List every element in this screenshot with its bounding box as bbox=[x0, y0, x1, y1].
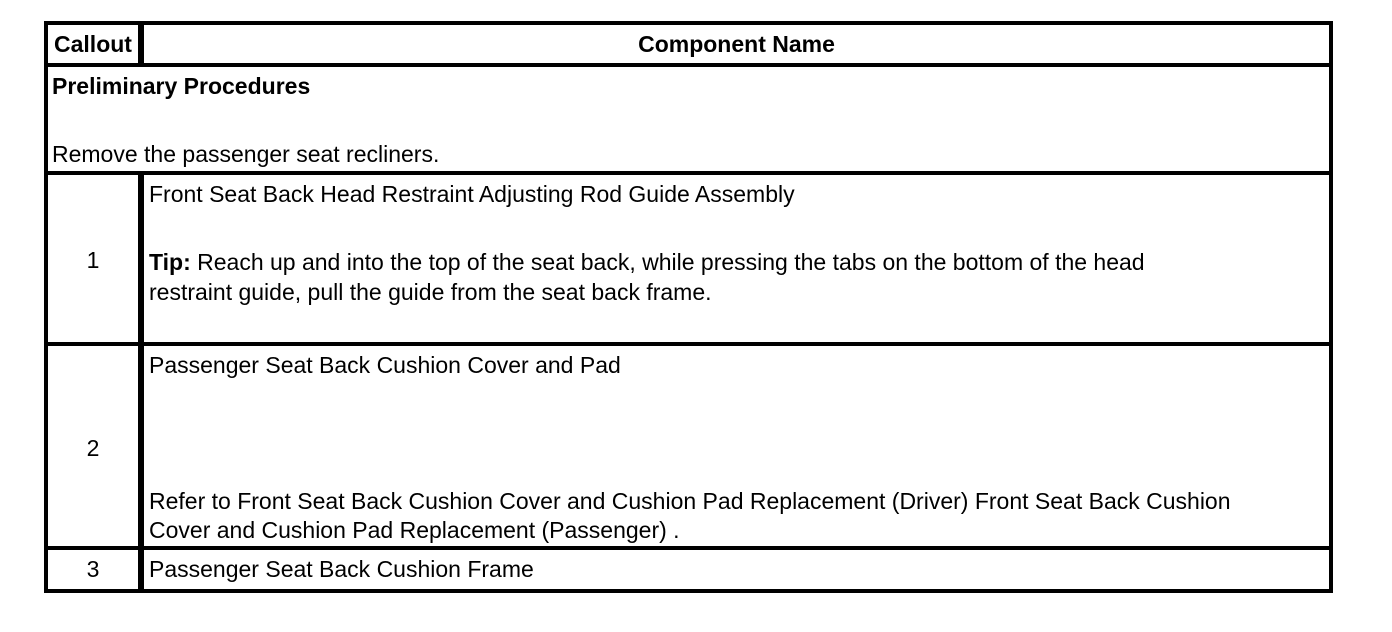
row-1-component-cell bbox=[144, 175, 1329, 342]
row-2-callout: 2 bbox=[86, 435, 100, 461]
preliminary-procedures-cell bbox=[48, 67, 1329, 171]
row-3-component-cell bbox=[144, 550, 1329, 589]
procedure-table bbox=[44, 21, 1333, 593]
row-3-callout: 3 bbox=[86, 556, 100, 582]
row-1-component-name: Front Seat Back Head Restraint Adjusting Rod Guide Assembly bbox=[149, 181, 795, 207]
header-component-name-cell bbox=[144, 25, 1329, 63]
row-2-callout-cell bbox=[48, 346, 138, 546]
row-2-reference-line-1: Refer to Front Seat Back Cushion Cover and Cushion Pad Replacement (Driver) Front Seat Back Cushion bbox=[149, 488, 1231, 514]
row-1-tip-line-1 bbox=[149, 248, 1145, 277]
header-callout-label: Callout bbox=[54, 31, 132, 57]
row-2-component-name: Passenger Seat Back Cushion Cover and Pad bbox=[149, 352, 621, 378]
row-1-callout-cell bbox=[48, 175, 138, 342]
header-callout-cell bbox=[48, 25, 138, 63]
row-1-tip-line-2: restraint guide, pull the guide from the seat back frame. bbox=[149, 279, 712, 305]
row-1-callout: 1 bbox=[86, 247, 100, 273]
row-3-component-name: Passenger Seat Back Cushion Frame bbox=[149, 556, 534, 582]
header-component-name-label: Component Name bbox=[638, 31, 835, 57]
tip-text-line-1: Reach up and into the top of the seat back, while pressing the tabs on the bottom of the head bbox=[190, 249, 1145, 275]
tip-label: Tip: bbox=[149, 249, 191, 275]
row-3-callout-cell bbox=[48, 550, 138, 589]
preliminary-procedures-title: Preliminary Procedures bbox=[52, 73, 311, 99]
row-2-reference-line-2: Cover and Cushion Pad Replacement (Passenger) . bbox=[149, 517, 680, 543]
preliminary-procedures-text: Remove the passenger seat recliners. bbox=[52, 141, 440, 167]
row-2-component-cell bbox=[144, 346, 1329, 546]
